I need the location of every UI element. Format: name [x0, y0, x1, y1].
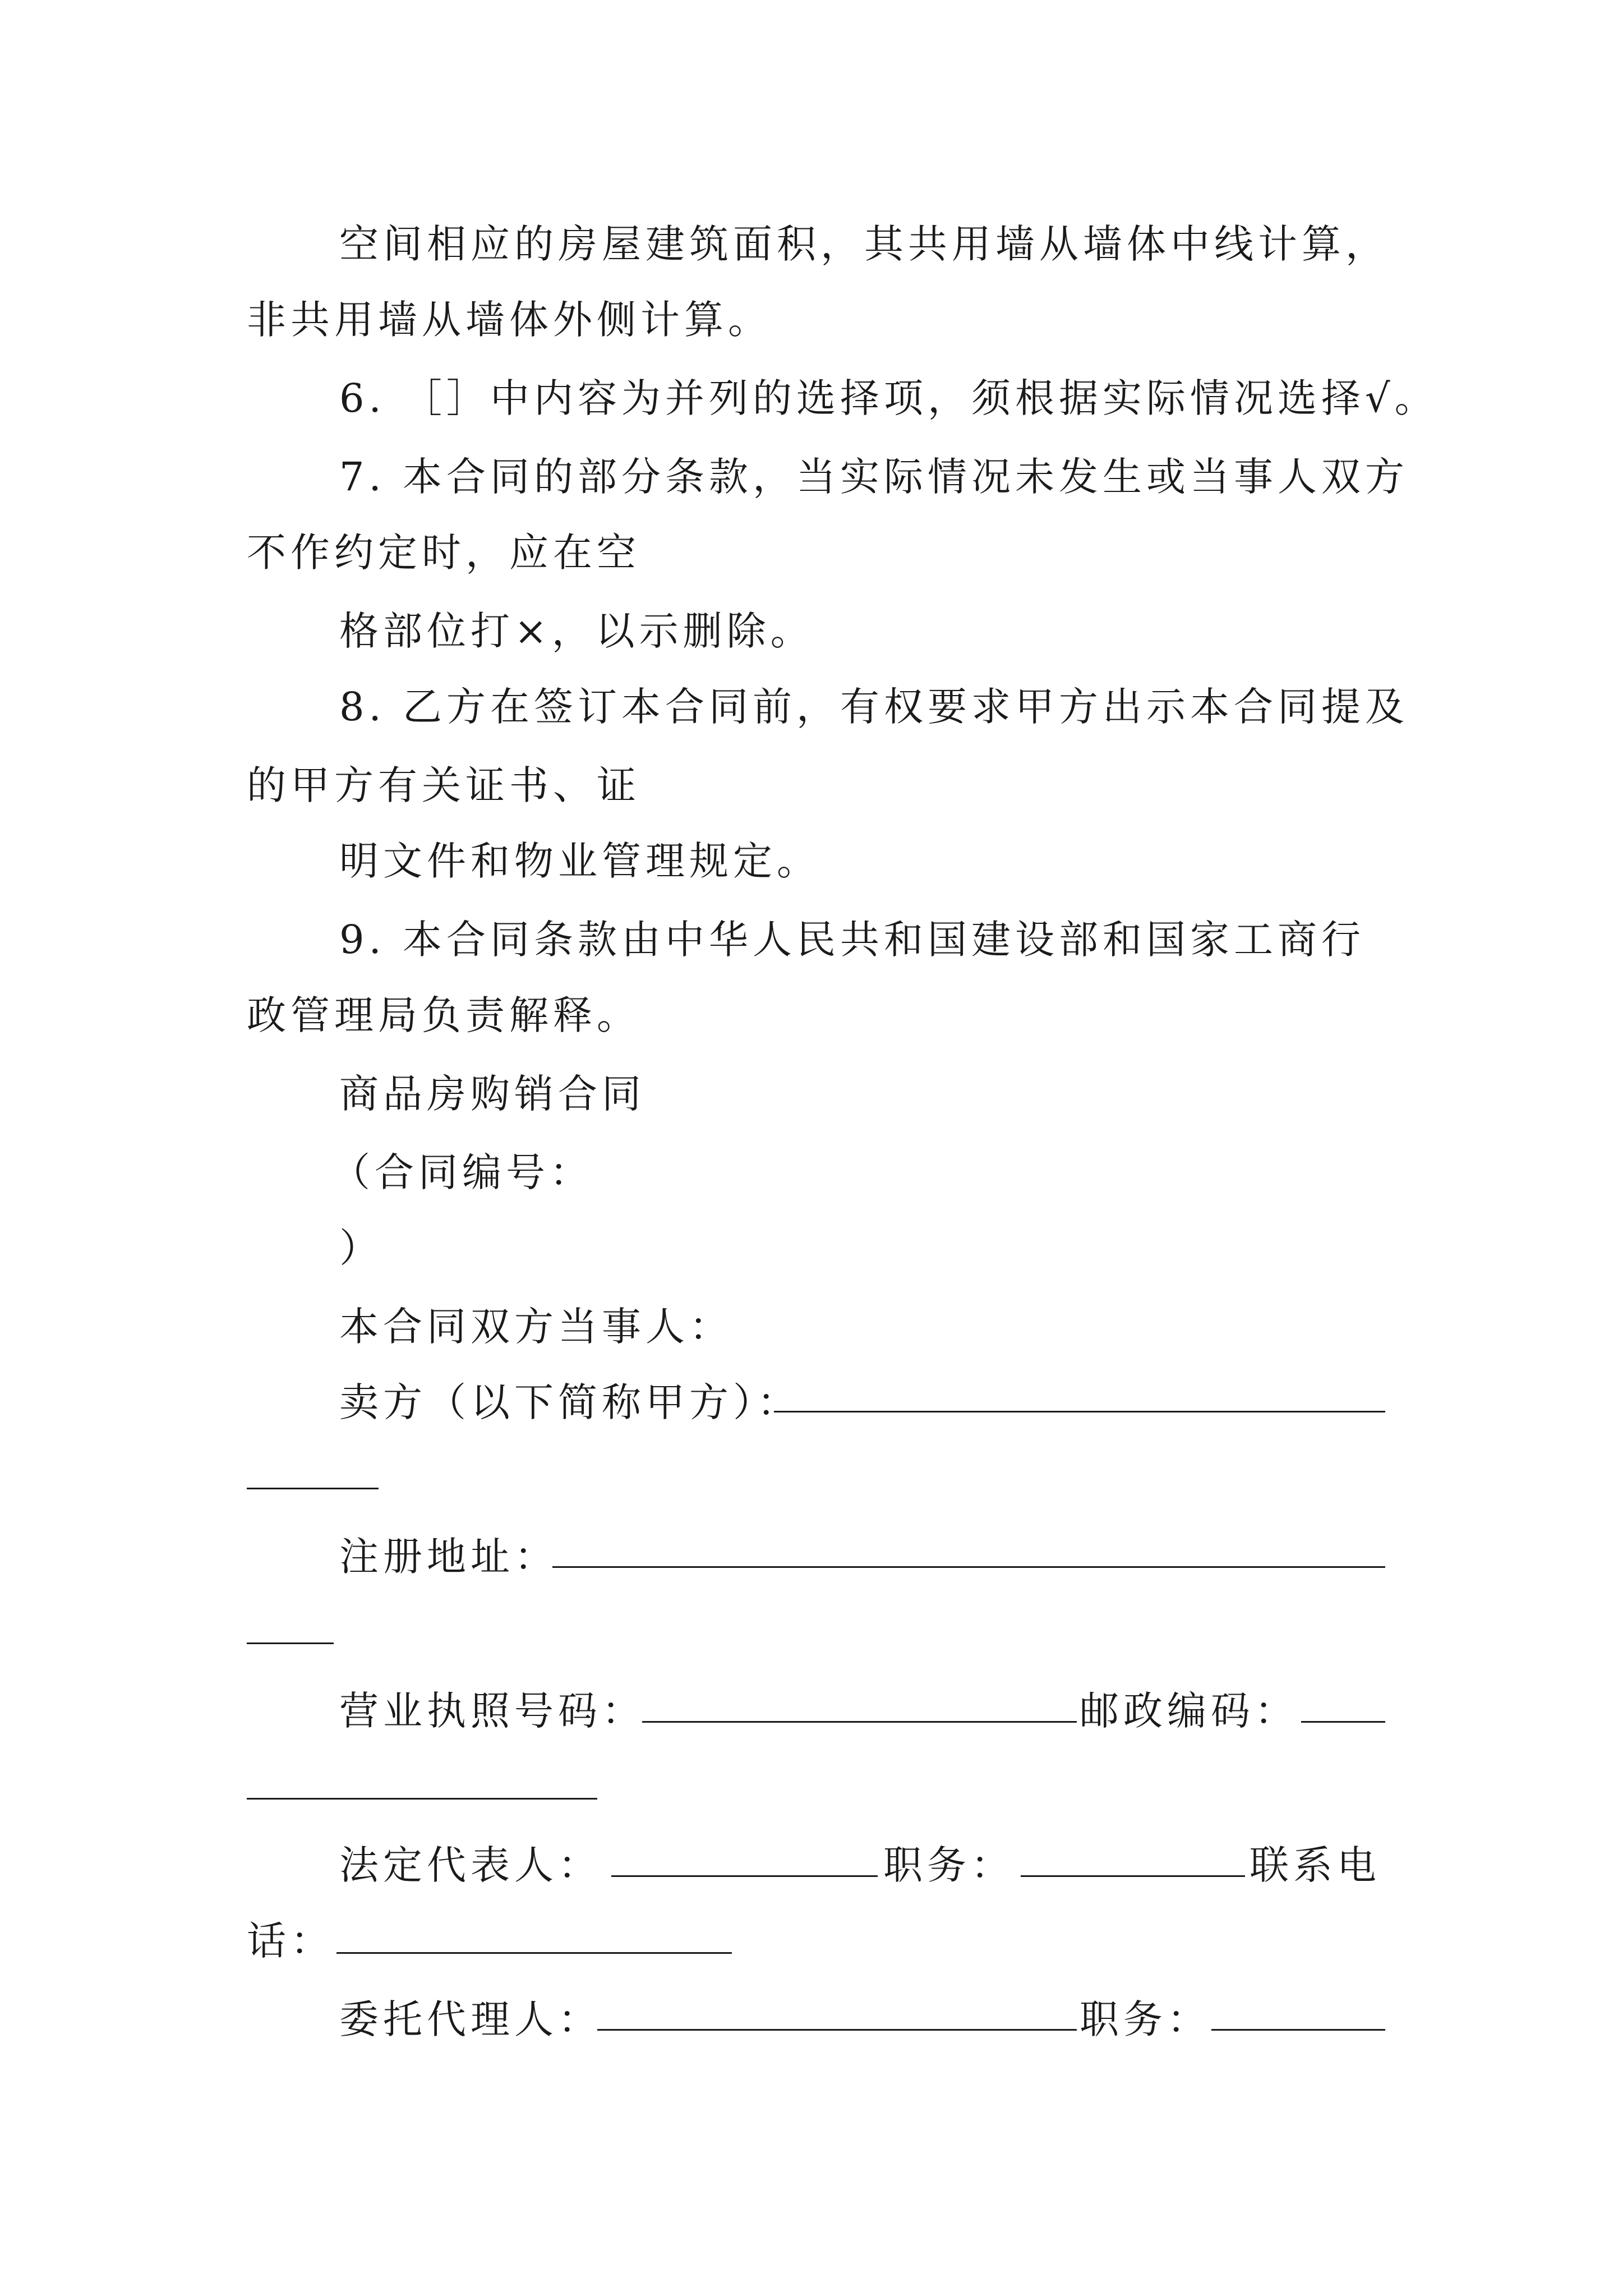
postcode-field[interactable] [1301, 1721, 1385, 1723]
position-label: 职务： [883, 1842, 1015, 1888]
postcode-label: 邮政编码： [1080, 1688, 1298, 1734]
agent-position-label: 职务： [1080, 1996, 1211, 2042]
contract-number-label: （合同编号： [331, 1149, 593, 1195]
phone-label-part2: 话： [247, 1918, 334, 1964]
phone-label-part1: 联系电 [1249, 1842, 1381, 1888]
contract-number-close: ） [339, 1225, 383, 1271]
seller-field[interactable] [774, 1411, 1385, 1412]
position-field[interactable] [1021, 1875, 1245, 1877]
text-line-11: 政管理局负责解释。 [247, 992, 640, 1038]
phone-field[interactable] [336, 1952, 732, 1954]
address-field[interactable] [552, 1566, 1385, 1568]
text-line-2: 非共用墙从墙体外侧计算。 [247, 297, 772, 343]
seller-field-continued[interactable] [247, 1488, 379, 1489]
text-line-3: 6. ［］中内容为并列的选择项，须根据实际情况选择√。 [339, 375, 1438, 421]
address-field-continued[interactable] [247, 1642, 334, 1644]
text-line-9: 明文件和物业管理规定。 [339, 838, 820, 884]
postcode-field-continued[interactable] [247, 1798, 597, 1800]
text-line-1: 空间相应的房屋建筑面积，其共用墙从墙体中线计算， [339, 221, 1389, 267]
text-line-4: 7. 本合同的部分条款，当实际情况未发生或当事人双方 [339, 454, 1409, 500]
license-field[interactable] [642, 1721, 1077, 1723]
legal-rep-field[interactable] [611, 1875, 878, 1877]
license-label: 营业执照号码： [339, 1688, 645, 1734]
agent-position-field[interactable] [1211, 2029, 1385, 2031]
parties-heading: 本合同双方当事人： [339, 1304, 733, 1350]
text-line-6: 格部位打×，以示删除。 [339, 608, 814, 654]
address-label: 注册地址： [339, 1534, 558, 1580]
agent-label: 委托代理人： [339, 1996, 602, 2042]
contract-title: 商品房购销合同 [339, 1071, 645, 1117]
text-line-8: 的甲方有关证书、证 [247, 762, 640, 808]
legal-rep-label: 法定代表人： [339, 1842, 602, 1888]
agent-field[interactable] [597, 2029, 1077, 2031]
text-line-5: 不作约定时，应在空 [247, 530, 640, 576]
text-line-7: 8. 乙方在签订本合同前，有权要求甲方出示本合同提及 [339, 684, 1409, 730]
seller-label: 卖方（以下简称甲方）： [339, 1379, 801, 1425]
text-line-10: 9. 本合同条款由中华人民共和国建设部和国家工商行 [339, 917, 1366, 963]
